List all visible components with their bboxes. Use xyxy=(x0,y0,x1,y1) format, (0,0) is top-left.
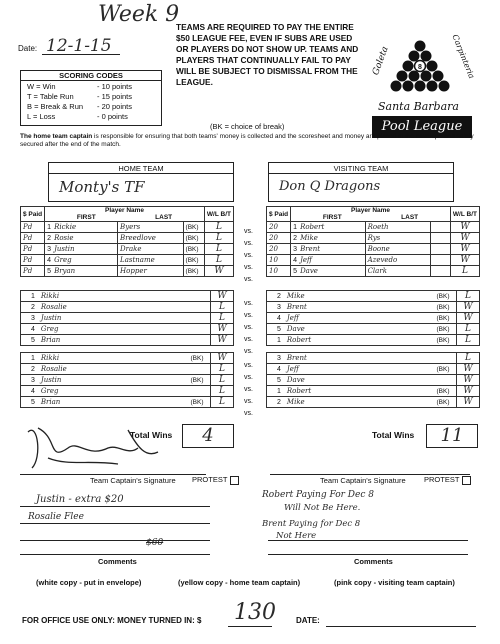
paid-cell[interactable]: Pd xyxy=(21,233,45,244)
home-comment-3: $60 xyxy=(146,538,164,548)
visiting-team-box: VISITING TEAM Don Q Dragons xyxy=(268,162,454,202)
home-round3-table xyxy=(20,352,234,408)
visiting-protest: PROTEST xyxy=(424,475,471,485)
scoring-code-row: B = Break & Run - 20 points xyxy=(27,102,133,111)
player-cell[interactable]: 5 Dave xyxy=(267,324,435,335)
home-round2-table xyxy=(20,290,234,346)
player-last-cell[interactable]: Azevedo xyxy=(365,255,431,266)
yellow-copy-note: (yellow copy - home team captain) xyxy=(178,578,301,587)
visiting-comment-1: Robert Paying For Dec 8 xyxy=(262,490,374,500)
scoring-title: SCORING CODES xyxy=(21,71,161,81)
player-first-cell[interactable]: 4 Greg xyxy=(45,255,118,266)
svg-text:8: 8 xyxy=(418,64,422,71)
billiard-rack-icon xyxy=(388,40,452,96)
paid-cell[interactable]: 10 xyxy=(267,266,291,277)
bk-cell[interactable] xyxy=(189,302,211,313)
wl-cell[interactable]: W xyxy=(450,244,479,255)
player-last-cell[interactable]: Drake xyxy=(118,244,183,255)
vs-label: vs. xyxy=(244,386,253,393)
home-captain-signature xyxy=(18,418,168,476)
visiting-sig-label: Team Captain's Signature xyxy=(320,476,406,485)
paid-cell[interactable]: Pd xyxy=(21,222,45,233)
table-row xyxy=(21,375,234,386)
wl-cell[interactable]: W xyxy=(457,397,480,408)
player-cell[interactable]: 1 Robert xyxy=(267,335,435,346)
paid-cell[interactable]: 20 xyxy=(267,233,291,244)
vs-label: vs. xyxy=(244,252,253,259)
home-protest: PROTEST xyxy=(192,475,239,485)
date-label: Date: xyxy=(18,44,38,53)
table-row xyxy=(267,222,480,233)
player-cell[interactable]: 2 Mike xyxy=(267,291,435,302)
table-row xyxy=(267,266,480,277)
col-player-name: Player Name FIRST LAST xyxy=(45,207,205,222)
bk-cell[interactable]: (BK) xyxy=(183,244,204,255)
wl-cell[interactable]: W xyxy=(211,335,234,346)
vs-label: vs. xyxy=(244,240,253,247)
home-team-box: HOME TEAM Monty's TF xyxy=(48,162,234,202)
wl-cell[interactable]: W xyxy=(457,386,480,397)
player-first-cell[interactable]: 2 Rosie xyxy=(45,233,118,244)
bk-cell[interactable]: (BK) xyxy=(435,291,457,302)
vs-label: vs. xyxy=(244,324,253,331)
player-first-cell[interactable]: 5 Bryan xyxy=(45,266,118,277)
table-row xyxy=(267,353,480,364)
bk-cell[interactable] xyxy=(189,386,211,397)
wl-cell[interactable]: W xyxy=(450,255,479,266)
bk-cell[interactable] xyxy=(189,324,211,335)
col-wl: W/L B/T xyxy=(204,207,233,222)
player-last-cell[interactable]: Breedlove xyxy=(118,233,183,244)
bk-cell[interactable] xyxy=(431,255,451,266)
bk-cell[interactable]: (BK) xyxy=(183,255,204,266)
wl-cell[interactable]: W xyxy=(457,364,480,375)
player-first-cell[interactable]: 5 Dave xyxy=(291,266,365,277)
table-row xyxy=(267,397,480,408)
bk-cell[interactable]: (BK) xyxy=(189,397,211,408)
visiting-comment-2: Will Not Be Here. xyxy=(284,503,361,513)
table-row xyxy=(267,364,480,375)
wl-cell[interactable]: W xyxy=(457,302,480,313)
table-row xyxy=(21,266,234,277)
table-row xyxy=(21,386,234,397)
vs-label: vs. xyxy=(244,398,253,405)
wl-cell[interactable]: L xyxy=(211,313,234,324)
wl-cell[interactable]: W xyxy=(204,266,233,277)
table-row xyxy=(21,397,234,408)
table-row xyxy=(21,291,234,302)
vs-label: vs. xyxy=(244,312,253,319)
vs-label: vs. xyxy=(244,276,253,283)
player-cell[interactable]: 3 Justin xyxy=(21,375,189,386)
player-cell[interactable]: 1 Robert xyxy=(267,386,435,397)
visiting-total-wins: 11 xyxy=(440,425,464,446)
wl-cell[interactable]: L xyxy=(204,244,233,255)
player-last-cell[interactable]: Boone xyxy=(365,244,431,255)
table-row xyxy=(21,233,234,244)
paid-cell[interactable]: 10 xyxy=(267,255,291,266)
wl-cell[interactable]: L xyxy=(204,222,233,233)
bk-cell[interactable]: (BK) xyxy=(435,364,457,375)
home-comments-label: Comments xyxy=(98,557,137,566)
table-row xyxy=(267,255,480,266)
player-cell[interactable]: 5 Dave xyxy=(267,375,435,386)
player-cell[interactable]: 3 Brent xyxy=(267,302,435,313)
bk-cell[interactable]: (BK) xyxy=(435,397,457,408)
player-cell[interactable]: 4 Jeff xyxy=(267,364,435,375)
player-cell[interactable]: 4 Jeff xyxy=(267,313,435,324)
bk-cell[interactable]: (BK) xyxy=(435,324,457,335)
bk-cell[interactable] xyxy=(435,353,457,364)
home-sig-label: Team Captain's Signature xyxy=(90,476,176,485)
player-cell[interactable]: 2 Mike xyxy=(267,397,435,408)
player-first-cell[interactable]: 3 Brent xyxy=(291,244,365,255)
wl-cell[interactable]: L xyxy=(204,255,233,266)
wl-cell[interactable]: L xyxy=(211,386,234,397)
table-row xyxy=(21,353,234,364)
table-row xyxy=(267,335,480,346)
player-last-cell[interactable]: Hopper xyxy=(118,266,183,277)
player-last-cell[interactable]: Byers xyxy=(118,222,183,233)
wl-cell[interactable]: W xyxy=(211,353,234,364)
visiting-round2-table xyxy=(266,290,480,346)
bk-cell[interactable]: (BK) xyxy=(435,386,457,397)
table-row xyxy=(267,313,480,324)
visiting-team-name: Don Q Dragons xyxy=(279,179,381,194)
vs-label: vs. xyxy=(244,362,253,369)
paid-cell[interactable]: 20 xyxy=(267,222,291,233)
table-row xyxy=(21,302,234,313)
table-row xyxy=(267,302,480,313)
wl-cell[interactable]: L xyxy=(450,266,479,277)
vs-label: vs. xyxy=(244,336,253,343)
visiting-comment-4: Not Here xyxy=(276,531,317,541)
week-label: Week 9 xyxy=(98,2,180,27)
visiting-round1-table xyxy=(266,206,480,277)
vs-label: vs. xyxy=(244,228,253,235)
player-cell[interactable]: 4 Greg xyxy=(21,386,189,397)
player-first-cell[interactable]: 1 Robert xyxy=(291,222,365,233)
bk-note: (BK = choice of break) xyxy=(210,122,285,131)
table-row xyxy=(21,364,234,375)
player-first-cell[interactable]: 4 Jeff xyxy=(291,255,365,266)
table-row xyxy=(267,291,480,302)
visiting-comment-3: Brent Paying for Dec 8 xyxy=(262,519,361,529)
scoring-code-row: W = Win - 10 points xyxy=(27,82,133,91)
wl-cell[interactable]: L xyxy=(204,233,233,244)
col-player-name: Player Name FIRST LAST xyxy=(291,207,451,222)
player-cell[interactable]: 3 Brent xyxy=(267,353,435,364)
player-last-cell[interactable]: Roeth xyxy=(365,222,431,233)
table-row xyxy=(267,375,480,386)
table-row xyxy=(267,233,480,244)
bk-cell[interactable]: (BK) xyxy=(183,266,204,277)
visiting-total-box xyxy=(426,424,478,448)
bk-cell[interactable] xyxy=(431,244,451,255)
wl-cell[interactable]: L xyxy=(211,375,234,386)
wl-cell[interactable]: W xyxy=(450,222,479,233)
bk-cell[interactable]: (BK) xyxy=(183,222,204,233)
white-copy-note: (white copy - put in envelope) xyxy=(36,578,142,587)
player-first-cell[interactable]: 3 Justin xyxy=(45,244,118,255)
bk-cell[interactable] xyxy=(189,313,211,324)
vs-label: vs. xyxy=(244,410,253,417)
wl-cell[interactable]: L xyxy=(211,397,234,408)
bk-cell[interactable]: (BK) xyxy=(183,233,204,244)
bk-cell[interactable] xyxy=(435,375,457,386)
player-last-cell[interactable]: Clark xyxy=(365,266,431,277)
bk-cell[interactable] xyxy=(431,233,451,244)
bk-cell[interactable]: (BK) xyxy=(435,302,457,313)
wl-cell[interactable]: W xyxy=(211,324,234,335)
player-first-cell[interactable]: 1 Rickie xyxy=(45,222,118,233)
player-first-cell[interactable]: 2 Mike xyxy=(291,233,365,244)
home-total-wins: 4 xyxy=(202,425,214,446)
bk-cell[interactable] xyxy=(431,222,451,233)
scoring-code-row: L = Loss - 0 points xyxy=(27,112,128,121)
col-paid: $ Paid xyxy=(21,207,45,222)
paid-cell[interactable]: Pd xyxy=(21,266,45,277)
date-value: 12-1-15 xyxy=(46,36,112,56)
bk-cell[interactable] xyxy=(189,335,211,346)
office-date-label: DATE: xyxy=(296,616,320,625)
wl-cell[interactable]: L xyxy=(457,353,480,364)
col-wl: W/L B/T xyxy=(450,207,479,222)
bk-cell[interactable] xyxy=(189,291,211,302)
home-protest-checkbox[interactable] xyxy=(230,476,239,485)
wl-cell[interactable]: L xyxy=(211,302,234,313)
paid-cell[interactable]: Pd xyxy=(21,255,45,266)
paid-cell[interactable]: 20 xyxy=(267,244,291,255)
league-logo: Goleta Carpinteria 8 Santa Barbara Pool League xyxy=(364,22,476,140)
wl-cell[interactable]: L xyxy=(211,364,234,375)
table-row xyxy=(21,335,234,346)
bk-cell[interactable] xyxy=(189,364,211,375)
pink-copy-note: (pink copy - visiting team captain) xyxy=(334,578,455,587)
table-row xyxy=(21,222,234,233)
player-last-cell[interactable]: Rys xyxy=(365,233,431,244)
wl-cell[interactable]: L xyxy=(457,335,480,346)
table-row xyxy=(21,255,234,266)
office-use-label: FOR OFFICE USE ONLY: MONEY TURNED IN: $ xyxy=(22,616,202,625)
table-row xyxy=(267,244,480,255)
table-row xyxy=(267,324,480,335)
bk-cell[interactable] xyxy=(431,266,451,277)
money-turned-in: 130 xyxy=(234,600,276,625)
captain-instructions: The home team captain is responsible for ensuring that both teams' money is collected and the scoresheet and money are placed in the envelope and safely secured after the end of the match. xyxy=(20,133,474,148)
bk-cell[interactable]: (BK) xyxy=(189,375,211,386)
wl-cell[interactable]: W xyxy=(457,375,480,386)
bk-cell[interactable]: (BK) xyxy=(435,313,457,324)
table-row xyxy=(21,313,234,324)
player-cell[interactable]: 3 Justin xyxy=(21,313,189,324)
home-round1-table xyxy=(20,206,234,277)
visiting-protest-checkbox[interactable] xyxy=(462,476,471,485)
player-cell[interactable]: 4 Greg xyxy=(21,324,189,335)
player-cell[interactable]: 5 Brian xyxy=(21,397,189,408)
table-row xyxy=(21,244,234,255)
paid-cell[interactable]: Pd xyxy=(21,244,45,255)
fee-notice: TEAMS ARE REQUIRED TO PAY THE ENTIRE $50 LEAGUE FEE, EVEN IF SUBS ARE USED OR PLAYERS DO NOT SHOW UP. TEAMS AND PLAYERS THAT CONTINUALLY FAIL TO PAY WILL BE SUBJECT TO DISMISSAL FROM THE LEAGUE. xyxy=(176,22,359,87)
home-comment-2: Rosalie Flee xyxy=(28,512,84,522)
wl-cell[interactable]: W xyxy=(211,291,234,302)
vs-label: vs. xyxy=(244,374,253,381)
col-paid: $ Paid xyxy=(267,207,291,222)
scoring-codes-box xyxy=(20,70,162,126)
scoring-code-row: T = Table Run - 15 points xyxy=(27,92,133,101)
visiting-total-label: Total Wins xyxy=(372,430,415,440)
bk-cell[interactable]: (BK) xyxy=(435,335,457,346)
wl-cell[interactable]: L xyxy=(457,324,480,335)
player-cell[interactable]: 2 Rosalie xyxy=(21,302,189,313)
player-cell[interactable]: 1 Rikki xyxy=(21,353,189,364)
player-last-cell[interactable]: Lastname xyxy=(118,255,183,266)
visiting-comments-label: Comments xyxy=(354,557,393,566)
home-comment-1: Justin - extra $20 xyxy=(36,494,124,505)
vs-label: vs. xyxy=(244,348,253,355)
player-cell[interactable]: 5 Brian xyxy=(21,335,189,346)
wl-cell[interactable]: W xyxy=(450,233,479,244)
wl-cell[interactable]: W xyxy=(457,313,480,324)
visiting-round3-table xyxy=(266,352,480,408)
vs-label: vs. xyxy=(244,300,253,307)
home-total-label: Total Wins xyxy=(130,430,173,440)
home-total-box xyxy=(182,424,234,448)
wl-cell[interactable]: L xyxy=(457,291,480,302)
table-row xyxy=(21,324,234,335)
vs-label: vs. xyxy=(244,264,253,271)
table-row xyxy=(267,386,480,397)
player-cell[interactable]: 2 Rosalie xyxy=(21,364,189,375)
bk-cell[interactable]: (BK) xyxy=(189,353,211,364)
player-cell[interactable]: 1 Rikki xyxy=(21,291,189,302)
home-team-name: Monty's TF xyxy=(59,178,145,196)
